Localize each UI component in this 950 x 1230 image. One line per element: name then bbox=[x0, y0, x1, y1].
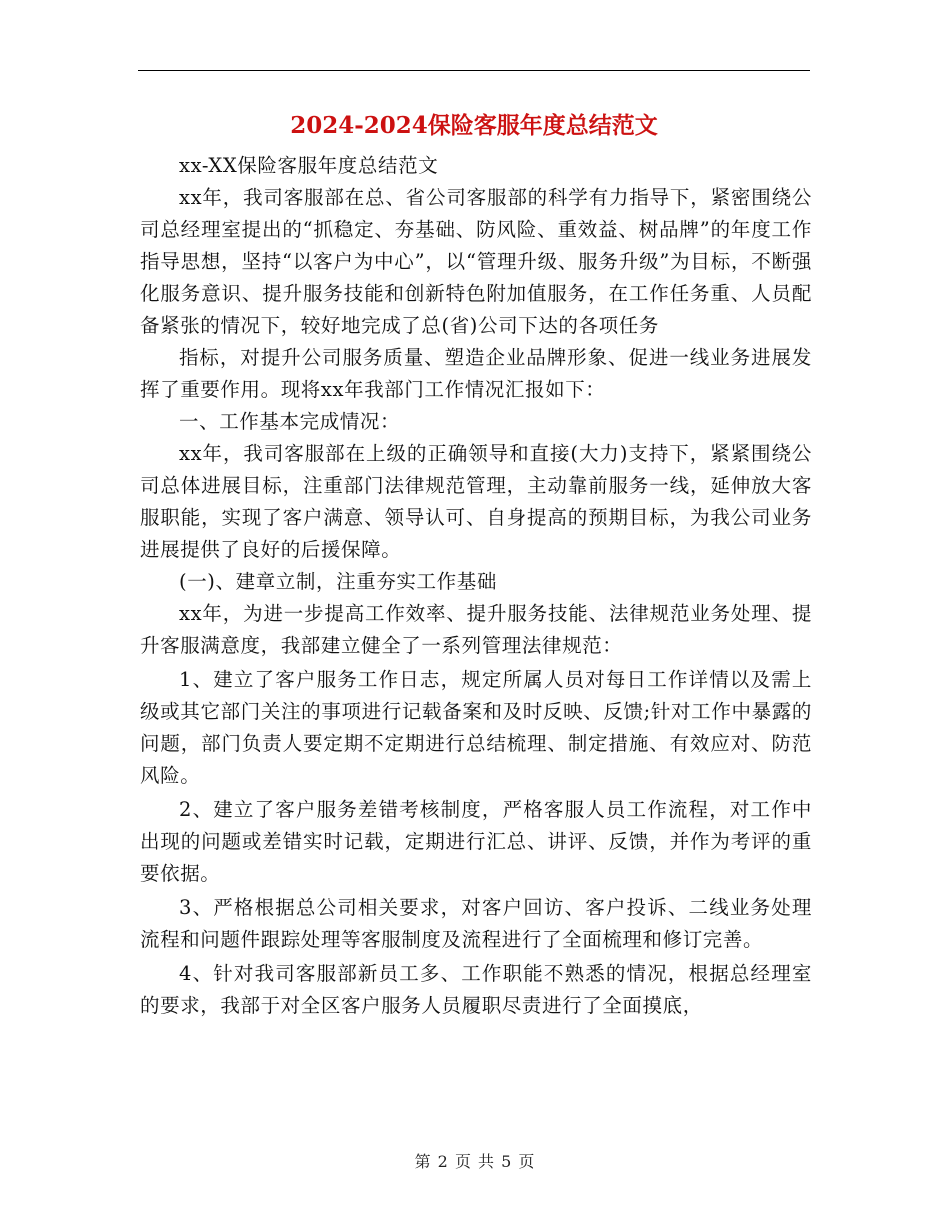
page-number-footer: 第 2 页 共 5 页 bbox=[414, 1152, 536, 1171]
list-item-4: 4、针对我司客服部新员工多、工作职能不熟悉的情况，根据总经理室的要求，我部于对全区客户服务人员履职尽责进行了全面摸底， bbox=[140, 962, 812, 1017]
paragraph-overview: xx年，我司客服部在上级的正确领导和直接(大力)支持下，紧紧围绕公司总体进展目标，注重部门法律规范管理，主动靠前服务一线，延伸放大客服职能，实现了客户满意、领导认可、自身提高的预期目标，为我公司业务进展提供了良好的后援保障。 bbox=[140, 442, 812, 561]
document-title: 2024-2024保险客服年度总结范文 bbox=[290, 112, 658, 139]
paragraph-intro: xx年，我司客服部在总、省公司客服部的科学有力指导下，紧密围绕公司总经理室提出的“抓稳定、夯基础、防风险、重效益、树品牌”的年度工作指导思想，坚持“以客户为中心”，以“管理升级、服务升级”为目标，不断强化服务意识、提升服务技能和创新特色附加值服务，在工作任务重、人员配备紧张的情况下，较好地完成了总(省)公司下达的各项任务 bbox=[140, 186, 812, 337]
document-body bbox=[140, 150, 812, 1022]
header-rule bbox=[138, 70, 810, 71]
subsection-heading-1: (一)、建章立制，注重夯实工作基础 bbox=[179, 570, 497, 593]
paragraph-rules-intro: xx年，为进一步提高工作效率、提升服务技能、法律规范业务处理、提升客服满意度，我部建立健全了一系列管理法律规范： bbox=[140, 602, 812, 657]
list-item-3: 3、严格根据总公司相关要求，对客户回访、客户投诉、二线业务处理流程和问题件跟踪处理等客服制度及流程进行了全面梳理和修订完善。 bbox=[140, 896, 812, 951]
list-item-2: 2、建立了客户服务差错考核制度，严格客服人员工作流程，对工作中出现的问题或差错实时记载，定期进行汇总、讲评、反馈，并作为考评的重要依据。 bbox=[140, 798, 812, 885]
paragraph-subtitle: xx-XX保险客服年度总结范文 bbox=[179, 154, 439, 177]
list-item-1: 1、建立了客户服务工作日志，规定所属人员对每日工作详情以及需上级或其它部门关注的事项进行记载备案和及时反映、反馈;针对工作中暴露的问题，部门负责人要定期不定期进行总结梳理、制定措施、有效应对、防范风险。 bbox=[140, 668, 812, 787]
section-heading-1: 一、工作基本完成情况： bbox=[179, 410, 401, 433]
paragraph-intro-continued: 指标，对提升公司服务质量、塑造企业品牌形象、促进一线业务进展发挥了重要作用。现将xx年我部门工作情况汇报如下： bbox=[140, 346, 812, 401]
